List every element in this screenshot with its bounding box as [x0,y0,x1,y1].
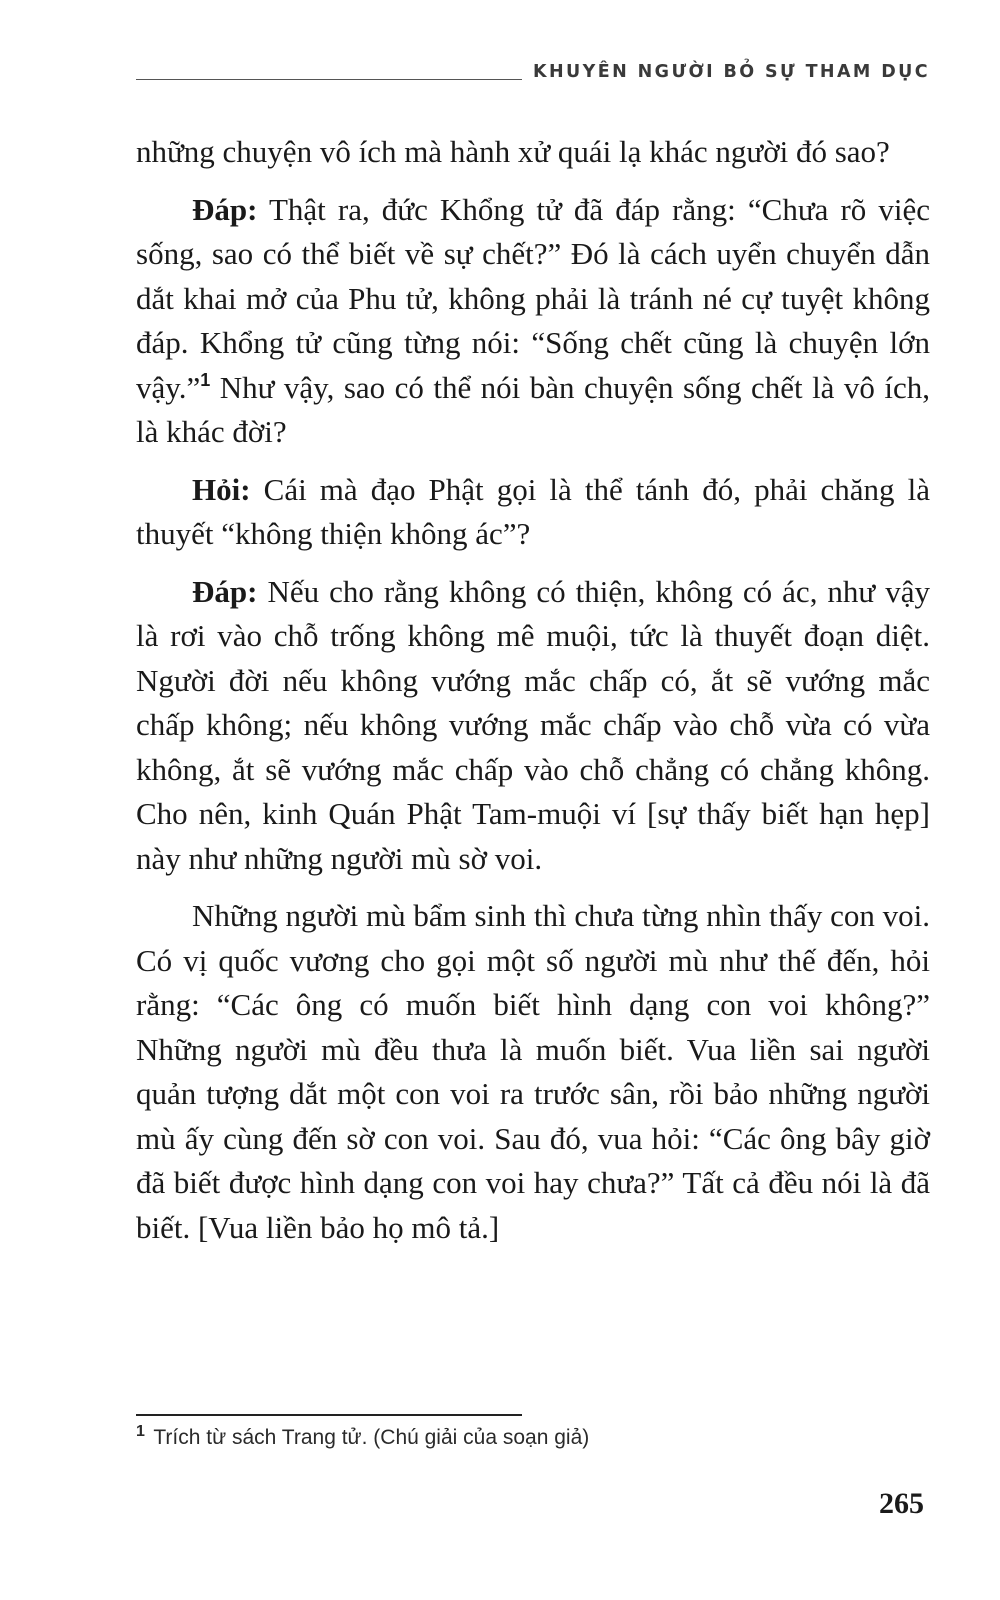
paragraph-text: Những người mù bẩm sinh thì chưa từng nhìn thấy con voi. Có vị quốc vương cho gọi một số người mù như thế đến, hỏi rằng: “Các ông có muốn biết hình dạng con voi không?” Những người mù đều thưa là muốn biết. Vua liền sai người quản tượng dắt một con voi ra trước sân, rồi bảo những người mù ấy cùng đến sờ con voi. Sau đó, vua hỏi: “Các ông bây giờ đã biết được hình dạng con voi hay chưa?” Tất cả đều nói là đã biết. [Vua liền bảo họ mô tả.] [136,898,930,1245]
header-rule [136,79,522,80]
footnote-rule [136,1414,522,1416]
running-header [136,62,930,86]
answer-label: Đáp: [192,191,258,227]
paragraph-text: những chuyện vô ích mà hành xử quái lạ khác người đó sao? [136,134,890,169]
paragraph-text-after: Như vậy, sao có thể nói bàn chuyện sống chết là vô ích, là khác đời? [136,369,930,449]
paragraph-continuation [136,130,930,175]
question-label: Hỏi: [192,471,251,507]
paragraph-answer [136,570,930,882]
answer-label: Đáp: [192,573,258,609]
footnote-reference: 1 [200,369,211,390]
footnote [136,1424,930,1454]
running-title: KHUYÊN NGƯỜI BỎ SỰ THAM DỤC [533,62,930,82]
paragraph-answer [136,188,930,455]
page-number: 265 [879,1487,924,1520]
paragraph-text: Nếu cho rằng không có thiện, không có ác, như vậy là rơi vào chỗ trống không mê muội, tức là thuyết đoạn diệt. Người đời nếu không vướng mắc chấp có, ắt sẽ vướng mắc chấp không; nếu không vướng mắc chấp vào chỗ vừa có vừa không, ắt sẽ vướng mắc chấp vào chỗ chẳng có chẳng không. Cho nên, kinh Quán Phật Tam-muội ví [sự thấy biết hạn hẹp] này như những người mù sờ voi. [136,573,930,876]
footnote-number: 1 [136,1423,145,1440]
paragraph-question [136,468,930,557]
body-text [136,130,930,1263]
paragraph-text: Cái mà đạo Phật gọi là thể tánh đó, phải chăng là thuyết “không thiện không ác”? [136,471,930,551]
paragraph-text: Thật ra, đức Khổng tử đã đáp rằng: “Chưa rõ việc sống, sao có thể biết về sự chết?” Đó là cách uyển chuyển dẫn dắt khai mở của Phu tử, không phải là tránh né cự tuyệt không đáp. Khổng tử cũng từng nói: “Sống chết cũng là chuyện lớn vậy.” [136,191,930,405]
paragraph-story [136,894,930,1250]
footnote-text: Trích từ sách Trang tử. (Chú giải của soạn giả) [153,1426,590,1449]
